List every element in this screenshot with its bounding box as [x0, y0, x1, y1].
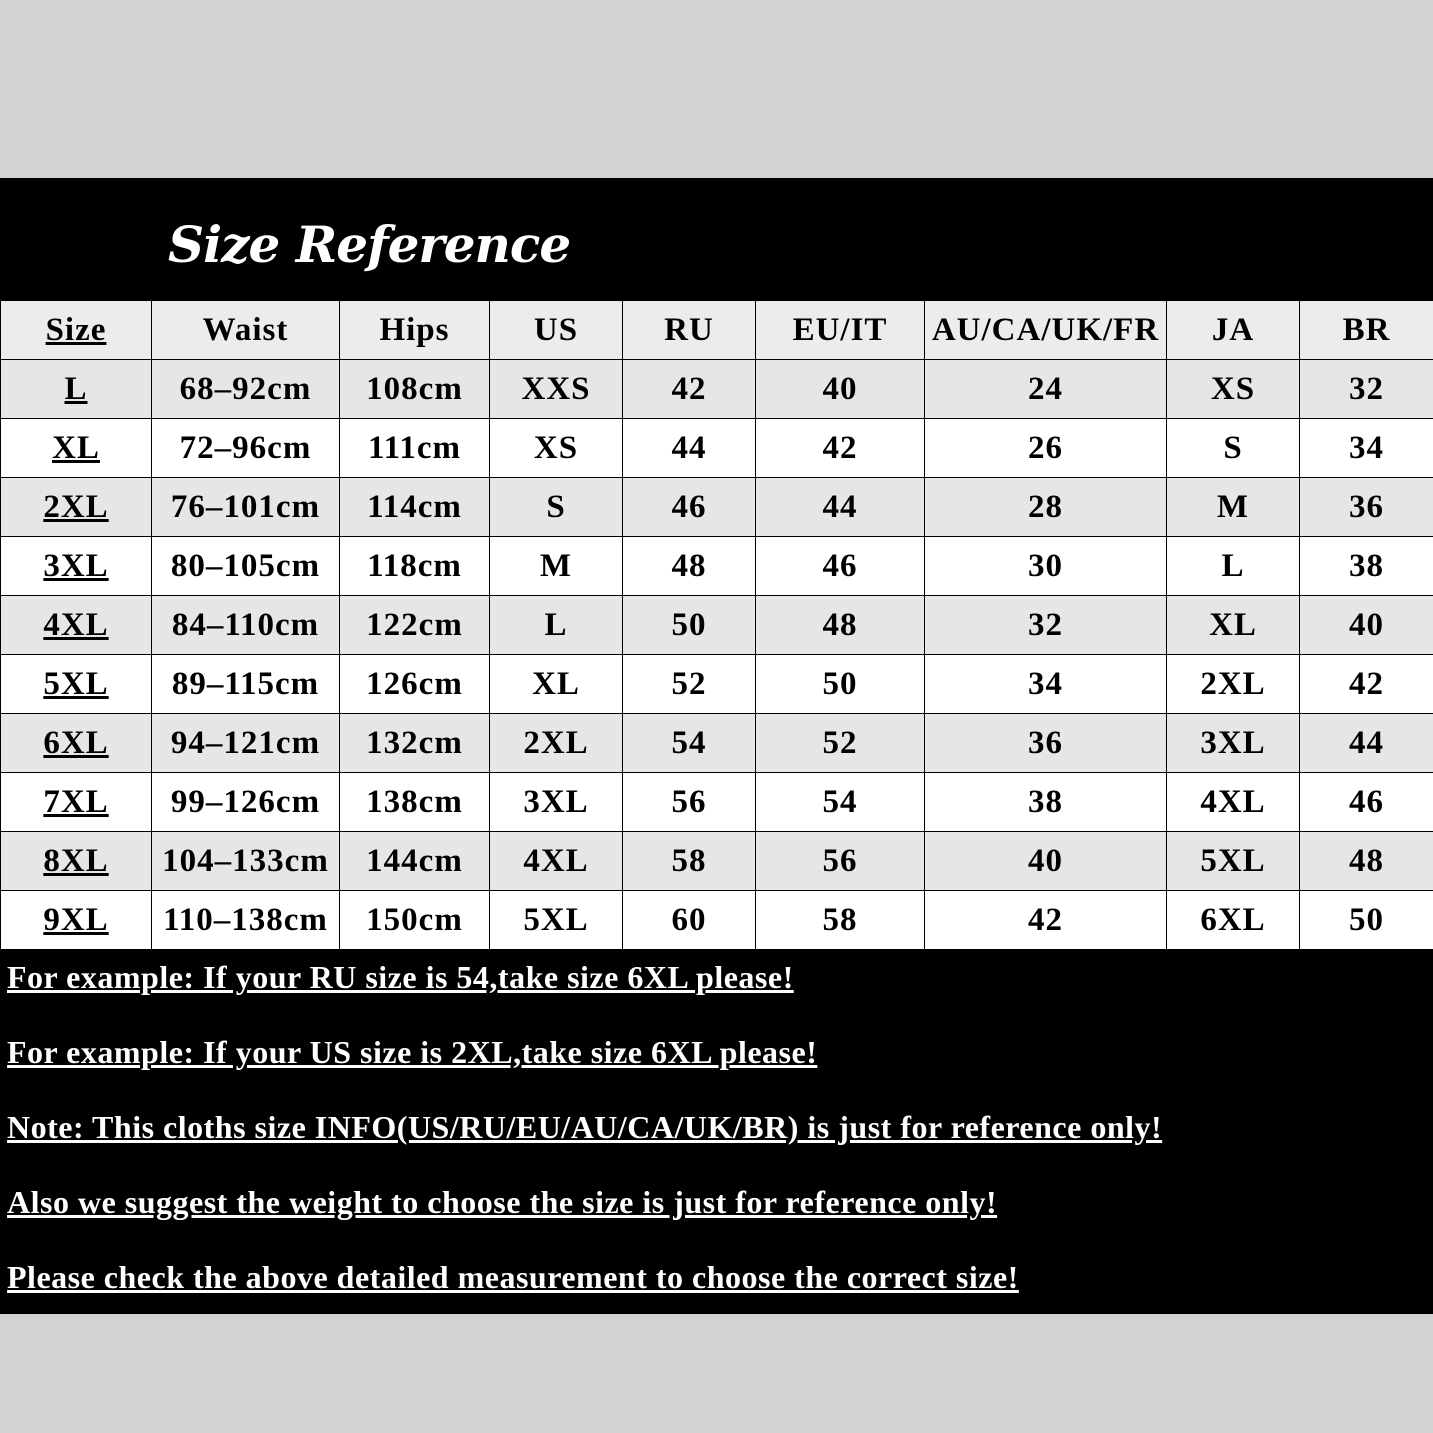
cell-hips: 111cm: [340, 419, 490, 478]
cell-ru: 52: [623, 655, 756, 714]
cell-au-ca-uk-fr: 32: [925, 596, 1167, 655]
cell-ja: 5XL: [1167, 832, 1300, 891]
cell-waist: 94–121cm: [152, 714, 340, 773]
cell-eu-it: 58: [756, 891, 925, 950]
cell-br: 40: [1300, 596, 1433, 655]
table-row: [1, 360, 1433, 419]
cell-ja: XS: [1167, 360, 1300, 419]
cell-us: XS: [490, 419, 623, 478]
cell-us: S: [490, 478, 623, 537]
cell-waist: 84–110cm: [152, 596, 340, 655]
cell-ru: 54: [623, 714, 756, 773]
cell-size: 5XL: [1, 655, 152, 714]
cell-waist: 68–92cm: [152, 360, 340, 419]
cell-hips: 150cm: [340, 891, 490, 950]
table-row: [1, 891, 1433, 950]
header-us: US: [490, 301, 623, 360]
header-size: Size: [1, 301, 152, 360]
cell-us: L: [490, 596, 623, 655]
table-row: [1, 478, 1433, 537]
cell-size: 2XL: [1, 478, 152, 537]
cell-us: M: [490, 537, 623, 596]
cell-au-ca-uk-fr: 42: [925, 891, 1167, 950]
cell-waist: 80–105cm: [152, 537, 340, 596]
note-ru-example: For example: If your RU size is 54,take size 6XL please!: [7, 959, 794, 995]
cell-us: XXS: [490, 360, 623, 419]
cell-ru: 56: [623, 773, 756, 832]
note-check-measurement: Please check the above detailed measurement to choose the correct size!: [7, 1259, 1019, 1295]
cell-hips: 138cm: [340, 773, 490, 832]
cell-size: 4XL: [1, 596, 152, 655]
cell-waist: 72–96cm: [152, 419, 340, 478]
cell-br: 38: [1300, 537, 1433, 596]
cell-ru: 60: [623, 891, 756, 950]
cell-ru: 58: [623, 832, 756, 891]
table-row: [1, 655, 1433, 714]
cell-br: 32: [1300, 360, 1433, 419]
cell-us: XL: [490, 655, 623, 714]
cell-ja: 2XL: [1167, 655, 1300, 714]
header-au-ca-uk-fr: AU/CA/UK/FR: [925, 301, 1167, 360]
cell-br: 48: [1300, 832, 1433, 891]
cell-ja: 3XL: [1167, 714, 1300, 773]
cell-ja: S: [1167, 419, 1300, 478]
cell-eu-it: 40: [756, 360, 925, 419]
cell-waist: 110–138cm: [152, 891, 340, 950]
cell-ja: L: [1167, 537, 1300, 596]
cell-size: 9XL: [1, 891, 152, 950]
cell-ja: 6XL: [1167, 891, 1300, 950]
cell-eu-it: 56: [756, 832, 925, 891]
cell-au-ca-uk-fr: 28: [925, 478, 1167, 537]
cell-eu-it: 50: [756, 655, 925, 714]
cell-ru: 46: [623, 478, 756, 537]
cell-au-ca-uk-fr: 38: [925, 773, 1167, 832]
cell-ru: 50: [623, 596, 756, 655]
cell-eu-it: 54: [756, 773, 925, 832]
note-us-example: For example: If your US size is 2XL,take size 6XL please!: [7, 1034, 818, 1070]
cell-ru: 44: [623, 419, 756, 478]
cell-au-ca-uk-fr: 34: [925, 655, 1167, 714]
cell-au-ca-uk-fr: 40: [925, 832, 1167, 891]
cell-size: 6XL: [1, 714, 152, 773]
table-row: [1, 714, 1433, 773]
table-row: [1, 773, 1433, 832]
cell-size: L: [1, 360, 152, 419]
page-title: Size Reference: [168, 215, 571, 274]
cell-eu-it: 48: [756, 596, 925, 655]
cell-waist: 99–126cm: [152, 773, 340, 832]
table-row: [1, 832, 1433, 891]
table-body: [1, 360, 1433, 950]
cell-hips: 114cm: [340, 478, 490, 537]
header-ja: JA: [1167, 301, 1300, 360]
cell-eu-it: 52: [756, 714, 925, 773]
header-ru: RU: [623, 301, 756, 360]
cell-hips: 122cm: [340, 596, 490, 655]
cell-size: 3XL: [1, 537, 152, 596]
cell-br: 46: [1300, 773, 1433, 832]
cell-hips: 108cm: [340, 360, 490, 419]
cell-ja: XL: [1167, 596, 1300, 655]
cell-eu-it: 42: [756, 419, 925, 478]
table-row: [1, 419, 1433, 478]
cell-waist: 89–115cm: [152, 655, 340, 714]
cell-size: 8XL: [1, 832, 152, 891]
notes-section: [7, 953, 1427, 1328]
cell-hips: 144cm: [340, 832, 490, 891]
cell-au-ca-uk-fr: 24: [925, 360, 1167, 419]
cell-size: XL: [1, 419, 152, 478]
cell-ru: 48: [623, 537, 756, 596]
cell-ja: 4XL: [1167, 773, 1300, 832]
cell-eu-it: 44: [756, 478, 925, 537]
cell-eu-it: 46: [756, 537, 925, 596]
cell-size: 7XL: [1, 773, 152, 832]
cell-au-ca-uk-fr: 36: [925, 714, 1167, 773]
cell-br: 34: [1300, 419, 1433, 478]
table-row: [1, 596, 1433, 655]
header-hips: Hips: [340, 301, 490, 360]
size-table: [0, 300, 1433, 950]
cell-hips: 132cm: [340, 714, 490, 773]
cell-waist: 104–133cm: [152, 832, 340, 891]
cell-us: 4XL: [490, 832, 623, 891]
cell-us: 5XL: [490, 891, 623, 950]
cell-br: 36: [1300, 478, 1433, 537]
note-weight-suggestion: Also we suggest the weight to choose the size is just for reference only!: [7, 1184, 998, 1220]
cell-au-ca-uk-fr: 26: [925, 419, 1167, 478]
cell-hips: 118cm: [340, 537, 490, 596]
cell-ru: 42: [623, 360, 756, 419]
header-waist: Waist: [152, 301, 340, 360]
cell-us: 2XL: [490, 714, 623, 773]
cell-au-ca-uk-fr: 30: [925, 537, 1167, 596]
cell-br: 42: [1300, 655, 1433, 714]
table-row: [1, 537, 1433, 596]
cell-us: 3XL: [490, 773, 623, 832]
header-br: BR: [1300, 301, 1433, 360]
cell-ja: M: [1167, 478, 1300, 537]
cell-br: 44: [1300, 714, 1433, 773]
cell-br: 50: [1300, 891, 1433, 950]
note-reference-only: Note: This cloths size INFO(US/RU/EU/AU/CA/UK/BR) is just for reference only!: [7, 1109, 1163, 1145]
header-eu-it: EU/IT: [756, 301, 925, 360]
cell-waist: 76–101cm: [152, 478, 340, 537]
cell-hips: 126cm: [340, 655, 490, 714]
table-header-row: [1, 301, 1433, 360]
